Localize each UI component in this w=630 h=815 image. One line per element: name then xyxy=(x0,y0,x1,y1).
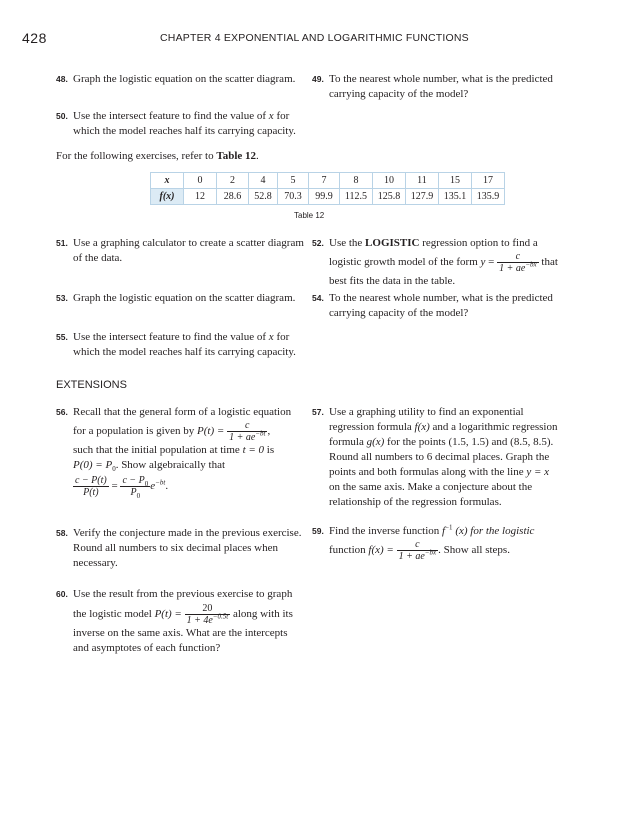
text: is xyxy=(264,444,275,456)
table-cell: 8 xyxy=(340,173,373,189)
text: for xyxy=(273,331,290,343)
formula: P(t) = xyxy=(154,608,185,620)
exercise-number: 53. xyxy=(56,293,68,303)
numerator: c − P(t) xyxy=(75,475,107,486)
formula: f(x) = xyxy=(368,544,397,557)
text: for the points (1.5, 1.5) and (8.5, 8.5). xyxy=(384,436,554,448)
exercise-number: 55. xyxy=(56,332,68,342)
text: e xyxy=(150,480,156,493)
fraction xyxy=(185,603,231,626)
text: for a population is given by xyxy=(73,425,198,438)
table-reference: Table 12 xyxy=(216,150,257,162)
exercise-text-line: To the nearest whole number, what is the predicted xyxy=(329,73,553,85)
table-cell: 4 xyxy=(249,173,278,189)
exercise-text: Graph the logistic equation on the scatter diagram. xyxy=(73,292,296,304)
exercise-number: 48. xyxy=(56,74,68,84)
table-intro xyxy=(56,150,259,162)
exercise-55 xyxy=(56,330,296,360)
exercise-text-line: necessary. xyxy=(73,557,118,569)
page-number: 428 xyxy=(22,30,47,46)
denominator: P xyxy=(130,487,137,498)
denominator: 1 + ae xyxy=(499,263,526,274)
table-cell: 112.5 xyxy=(340,189,373,205)
exercise-text-line: Round all numbers to six decimal places when xyxy=(73,542,278,554)
numerator: c xyxy=(397,539,439,551)
text: = xyxy=(485,256,498,269)
formula: f xyxy=(442,525,446,537)
text: and a logarithmic regression xyxy=(429,421,558,433)
chapter-header: CHAPTER 4 EXPONENTIAL AND LOGARITHMIC FUNCTIONS xyxy=(160,32,469,44)
exercise-text-line: Use a graphing utility to find an exponential xyxy=(329,406,524,418)
numerator: 20 xyxy=(185,603,231,615)
exercise-53 xyxy=(56,291,295,306)
exercise-text-line: best fits the data in the table. xyxy=(329,275,456,287)
exponent: −bx xyxy=(525,260,537,269)
table-cell: 10 xyxy=(373,173,406,189)
exercise-54 xyxy=(312,291,553,321)
text: formula xyxy=(329,436,367,448)
exercise-number: 51. xyxy=(56,238,68,248)
variable: y xyxy=(480,256,486,269)
table-cell: 125.8 xyxy=(373,189,406,205)
table-row-x xyxy=(151,173,505,189)
exercise-text-line: Round all numbers to 6 decimal places. Graph the xyxy=(329,451,550,463)
table-cell: 70.3 xyxy=(278,189,309,205)
keyword: LOGISTIC xyxy=(365,237,420,249)
exercise-number: 54. xyxy=(312,293,324,303)
exercise-text-line: of the data. xyxy=(73,252,123,264)
table-cell: 5 xyxy=(278,173,309,189)
denominator: P(t) xyxy=(83,487,99,498)
exercise-text-line: which the model reaches half its carrying capacity. xyxy=(73,346,296,358)
exercise-text-line: carrying capacity of the model? xyxy=(329,307,469,319)
exercise-number: 56. xyxy=(56,407,68,417)
exercise-48 xyxy=(56,72,295,87)
text: , xyxy=(267,425,271,438)
fraction xyxy=(397,539,439,562)
exponent: −1 xyxy=(445,523,453,532)
denominator: 1 + ae xyxy=(398,551,425,562)
text: Use the intersect feature to find the value of xyxy=(73,331,269,343)
exercise-49 xyxy=(312,72,553,102)
table-cell: 7 xyxy=(309,173,340,189)
table-header-fx: f(x) xyxy=(151,189,184,205)
exercise-58 xyxy=(56,526,301,571)
exercise-number: 60. xyxy=(56,589,68,599)
table-cell: 0 xyxy=(184,173,217,189)
formula: t = 0 xyxy=(242,444,265,456)
text: Use the xyxy=(329,237,366,249)
table-row-fx xyxy=(151,189,505,205)
exercise-51 xyxy=(56,236,304,266)
variable: x xyxy=(268,331,274,343)
table-header-x: x xyxy=(151,173,184,189)
exercise-number: 59. xyxy=(312,526,324,536)
formula: y = x xyxy=(526,466,550,478)
section-heading-extensions: EXTENSIONS xyxy=(56,379,127,391)
fraction xyxy=(497,251,539,274)
text: such that the initial population at time xyxy=(73,444,243,456)
exercise-number: 57. xyxy=(312,407,324,417)
fraction xyxy=(227,420,267,443)
text: . Show algebraically that xyxy=(115,459,226,471)
text: that xyxy=(538,256,558,269)
table-cell: 28.6 xyxy=(217,189,249,205)
formula: f(x) xyxy=(414,421,430,433)
exercise-text-line: inverse on the same axis. What are the intercepts xyxy=(73,627,288,639)
exercise-number: 52. xyxy=(312,238,324,248)
denominator: 1 + 4e xyxy=(186,614,213,626)
text: points and both formulas along with the line xyxy=(329,466,527,478)
table-cell: 11 xyxy=(406,173,439,189)
exercise-number: 49. xyxy=(312,74,324,84)
exercise-text-line: Verify the conjecture made in the previous exercise. xyxy=(73,527,302,539)
table-cell: 135.1 xyxy=(439,189,472,205)
exponent: −bx xyxy=(424,548,437,557)
exercise-text-line: relationship of the regression formulas. xyxy=(329,496,502,508)
table-cell: 52.8 xyxy=(249,189,278,205)
exercise-50 xyxy=(56,109,296,139)
exercise-57 xyxy=(312,405,557,510)
formula: g(x) xyxy=(366,436,385,448)
table-cell: 127.9 xyxy=(406,189,439,205)
table-cell: 2 xyxy=(217,173,249,189)
text: Find the inverse function xyxy=(329,525,443,537)
text: . xyxy=(165,480,169,493)
text: . xyxy=(256,150,259,162)
table-cell: 17 xyxy=(472,173,505,189)
exponent: −bt xyxy=(155,478,166,487)
table-cell: 15 xyxy=(439,173,472,189)
text: for xyxy=(273,110,290,122)
table-cell: 135.9 xyxy=(472,189,505,205)
text: (x) for the logistic xyxy=(452,525,535,537)
exercise-number: 58. xyxy=(56,528,68,538)
exercise-text-line: and asymptotes of each function? xyxy=(73,642,221,654)
text: For the following exercises, refer to xyxy=(56,150,217,162)
exercise-text-line: Recall that the general form of a logistic equation xyxy=(73,406,292,418)
numerator: c − P xyxy=(122,475,145,486)
data-table xyxy=(150,172,505,205)
exercise-number: 50. xyxy=(56,111,68,121)
text: logistic growth model of the form xyxy=(329,256,481,269)
numerator: c xyxy=(227,420,267,432)
exponent: −bt xyxy=(255,429,266,438)
exercise-text-line: Use a graphing calculator to create a scatter diagram xyxy=(73,237,304,249)
exponent: −0.5t xyxy=(212,612,229,621)
subscript: 0 xyxy=(112,465,116,474)
formula: P(0) = P xyxy=(73,459,113,471)
text: = xyxy=(108,480,121,493)
text: the logistic model xyxy=(73,608,155,620)
exercise-59 xyxy=(312,524,534,562)
table-caption: Table 12 xyxy=(294,211,325,220)
text: along with its xyxy=(230,608,293,620)
exercise-60 xyxy=(56,587,293,656)
exercise-text: Graph the logistic equation on the scatter diagram. xyxy=(73,73,296,85)
exercise-text-line: on the same axis. Make a conjecture about the xyxy=(329,481,533,493)
formula: P(t) = xyxy=(197,425,228,438)
exercise-text-line: Use the result from the previous exercise to graph xyxy=(73,588,293,600)
text: regression option to find a xyxy=(419,237,538,249)
fraction xyxy=(73,475,109,498)
subscript: 0 xyxy=(136,492,141,500)
fraction xyxy=(120,475,150,498)
table-cell: 99.9 xyxy=(309,189,340,205)
exercise-text-line: which the model reaches half its carrying capacity. xyxy=(73,125,296,137)
variable: x xyxy=(268,110,274,122)
text: regression formula xyxy=(329,421,415,433)
numerator: c xyxy=(497,251,539,263)
text: Use the intersect feature to find the value of xyxy=(73,110,269,122)
subscript: 0 xyxy=(144,480,149,488)
exercise-56 xyxy=(56,405,291,498)
text: function xyxy=(329,544,369,557)
exercise-52 xyxy=(312,236,558,289)
exercise-text-line: To the nearest whole number, what is the predicted xyxy=(329,292,553,304)
denominator: 1 + ae xyxy=(229,432,256,443)
exercise-text-line: carrying capacity of the model? xyxy=(329,88,469,100)
table-cell: 12 xyxy=(184,189,217,205)
text: . Show all steps. xyxy=(438,544,510,557)
